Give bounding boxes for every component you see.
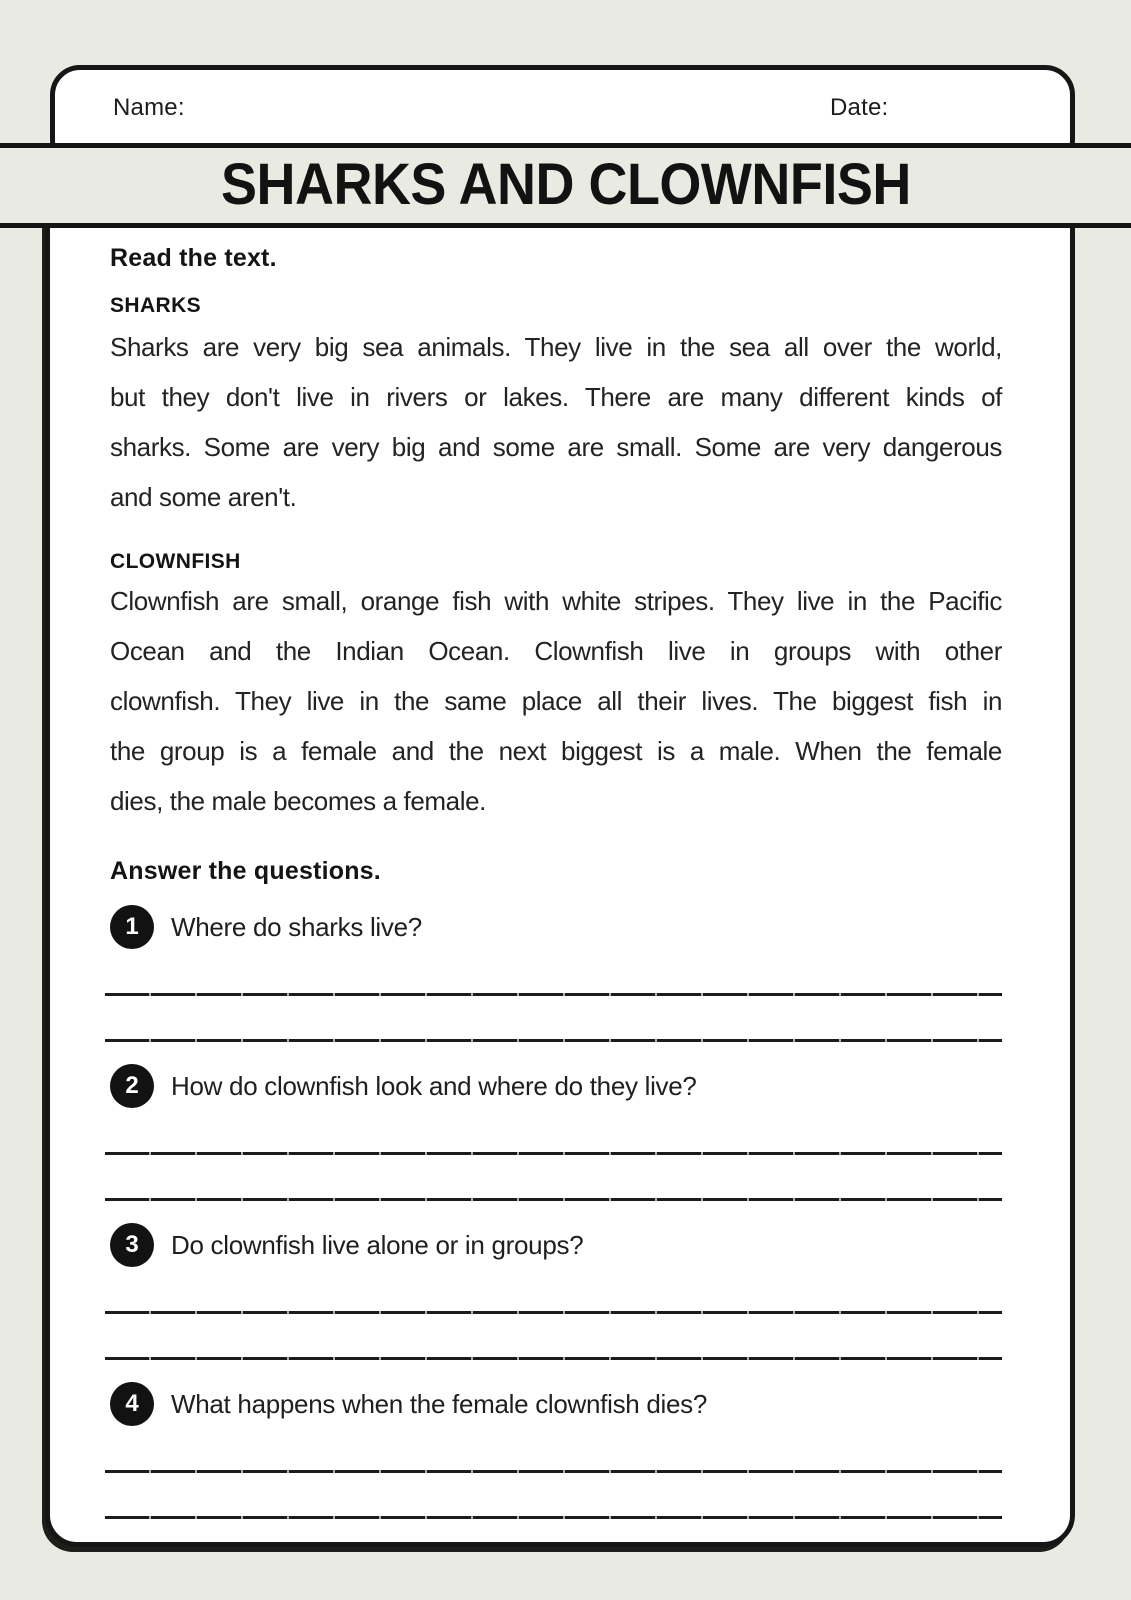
name-label: Name: [113, 94, 185, 121]
paragraph-line: the group is a female and the next biggest is a male. When the female [110, 736, 1002, 766]
paragraph-line: dies, the male becomes a female. [110, 786, 486, 816]
question-number-badge: 3 [110, 1223, 154, 1267]
answer-line[interactable] [105, 1470, 1002, 1473]
answer-line[interactable] [105, 993, 1002, 996]
question-text: How do clownfish look and where do they live? [171, 1070, 697, 1101]
answer-line[interactable] [105, 1311, 1002, 1314]
paragraph-line: Ocean and the Indian Ocean. Clownfish live in groups with other [110, 636, 1002, 666]
section-heading-sharks: SHARKS [110, 294, 202, 317]
name-input-area[interactable] [240, 88, 800, 128]
question-number-badge: 4 [110, 1382, 154, 1426]
paragraph-line: sharks. Some are very big and some are small. Some are very dangerous [110, 432, 1002, 462]
answer-line[interactable] [105, 1357, 1002, 1360]
sharks-paragraph [110, 322, 1002, 522]
question-3 [110, 1223, 1002, 1360]
question-text: Do clownfish live alone or in groups? [171, 1229, 584, 1260]
question-row [110, 1064, 1002, 1108]
question-number-badge: 1 [110, 905, 154, 949]
question-2 [110, 1064, 1002, 1201]
question-row [110, 1382, 1002, 1426]
question-row [110, 1223, 1002, 1267]
read-instruction: Read the text. [110, 244, 277, 272]
answer-line[interactable] [105, 1039, 1002, 1042]
paragraph-line: and some aren't. [110, 482, 297, 512]
clownfish-paragraph [110, 576, 1002, 826]
section-heading-clownfish: CLOWNFISH [110, 550, 241, 573]
title-band [0, 143, 1131, 228]
paragraph-line: but they don't live in rivers or lakes. There are many different kinds of [110, 382, 1002, 412]
question-1 [110, 905, 1002, 1042]
answer-instruction: Answer the questions. [110, 857, 381, 885]
question-number-badge: 2 [110, 1064, 154, 1108]
question-4 [110, 1382, 1002, 1519]
answer-line[interactable] [105, 1516, 1002, 1519]
question-text: Where do sharks live? [171, 911, 422, 942]
date-label: Date: [830, 94, 889, 121]
paragraph-line: Clownfish are small, orange fish with white stripes. They live in the Pacific [110, 586, 1002, 616]
date-input-area[interactable] [900, 88, 1060, 128]
page-title: SHARKS AND CLOWNFISH [220, 151, 911, 217]
answer-line[interactable] [105, 1198, 1002, 1201]
worksheet-body [45, 185, 1075, 1547]
question-text: What happens when the female clownfish dies? [171, 1388, 708, 1419]
answer-line[interactable] [105, 1152, 1002, 1155]
paragraph-line: Sharks are very big sea animals. They live in the sea all over the world, [110, 332, 1002, 362]
paragraph-line: clownfish. They live in the same place all their lives. The biggest fish in [110, 686, 1002, 716]
question-row [110, 905, 1002, 949]
